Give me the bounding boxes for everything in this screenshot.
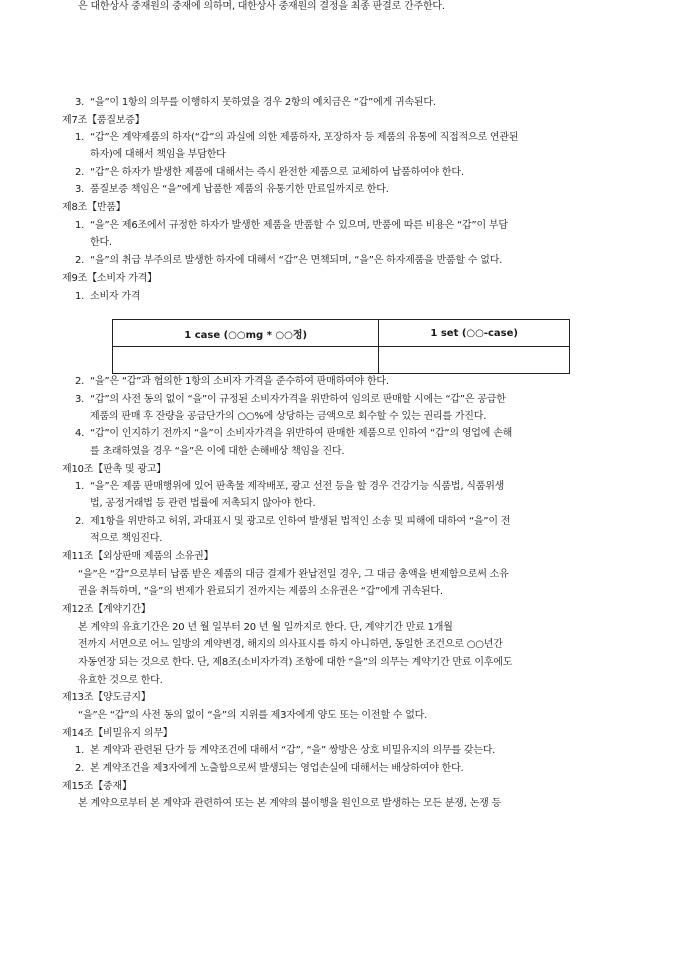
text-line: 은 대한상사 중재원의 중재에 의하며, 대한상사 중재원의 결정을 최종 판결로 간주한다. [78, 1, 445, 12]
text-line: 하자)에 대해서 책임을 부담한다 [90, 149, 226, 160]
list-item-number: 4. [75, 428, 85, 439]
price-table-cell-case [113, 347, 379, 374]
list-item-text: “을”이 1항의 의무를 이행하지 못하였을 경우 2항의 예치금은 “갑”에게 귀속된다. [90, 97, 436, 108]
list-item-number: 1. [75, 132, 85, 143]
section-heading: 제9조【소비자 가격】 [62, 273, 157, 284]
section-heading: 제12조【계약기간】 [62, 604, 151, 615]
text-line: 전까지 서면으로 어느 일방의 계약변경, 해지의 의사표시를 하지 아니하면, 동일한 조건으로 ○○년간 [78, 639, 503, 650]
text-line: 법, 공정거래법 등 관련 법률에 저촉되지 않아야 한다. [90, 498, 316, 509]
section-heading: 제14조【비밀유지 의무】 [62, 728, 173, 739]
list-item-text: 제1항을 위반하고 허위, 과대표시 및 광고로 인하여 발생된 법적인 소송 및 피해에 대하여 “을”이 전 [90, 516, 511, 527]
list-item-number: 2. [75, 763, 85, 774]
list-item-number: 3. [75, 184, 85, 195]
section-heading: 제15조【중재】 [62, 781, 132, 792]
list-item-number: 3. [75, 97, 85, 108]
list-item-text: 본 계약조건을 제3자에게 노출함으로써 발생되는 영업손실에 대해서는 배상하여야 한다. [90, 763, 464, 774]
text-line: 본 계약의 유효기간은 20 년 월 일부터 20 년 월 일까지로 한다. 단, 계약기간 만료 1개월 [78, 622, 453, 633]
list-item-number: 2. [75, 516, 85, 527]
list-item-number: 2. [75, 167, 85, 178]
consumer-price-table [112, 319, 570, 374]
text-line: 제품의 판매 후 잔량을 공급단가의 ○○%에 상당하는 금액으로 회수할 수 있는 권리를 가진다. [90, 411, 487, 422]
text-line: 자동연장 되는 것으로 한다. 단, 제8조(소비자가격) 조항에 대한 “을”의 의무는 계약기간 만료 이후에도 [78, 657, 513, 668]
list-item-text: “갑”의 사전 동의 없이 “을”이 규정된 소비자가격을 위반하여 임의로 판매할 시에는 “갑”은 공급한 [90, 394, 506, 405]
list-item-number: 1. [75, 745, 85, 756]
list-item-number: 1. [75, 291, 85, 302]
list-item-text: 품질보증 책임은 “을”에게 납품한 제품의 유통기한 만료일까지로 한다. [90, 184, 389, 195]
list-item-text: “갑”은 계약제품의 하자(“갑”의 과실에 의한 제품하자, 포장하자 등 제품의 유통에 직접적으로 연관된 [90, 132, 519, 143]
list-item-text: “을”은 제6조에서 규정한 하자가 발생한 제품을 반품할 수 있으며, 반품에 따른 비용은 “갑”이 부담 [90, 220, 508, 231]
list-item-text: “을”은 제품 판매행위에 있어 판촉물 제작배포, 광고 선전 등을 할 경우 건강기능 식품법, 식품위생 [90, 481, 505, 492]
list-item-text: 소비자 가격 [90, 291, 141, 302]
list-item-text: “을”은 “갑”과 협의한 1항의 소비자 가격을 준수하여 판매하여야 한다. [90, 376, 389, 387]
section-heading: 제8조【반품】 [62, 202, 126, 213]
price-table-header-set: 1 set (○○-case) [379, 320, 570, 347]
text-line: 를 초래하였을 경우 “을”은 이에 대한 손해배상 책임을 진다. [90, 446, 345, 457]
text-line: 본 계약으로부터 본 계약과 관련하여 또는 본 계약의 불이행을 원인으로 발생하는 모든 분쟁, 논쟁 등 [78, 798, 502, 809]
section-heading: 제13조【양도금지】 [62, 692, 151, 703]
price-table-cell-set [379, 347, 570, 374]
list-item-number: 1. [75, 481, 85, 492]
list-item-text: “갑”은 하자가 발생한 제품에 대해서는 즉시 완전한 제품으로 교체하여 납품하여야 한다. [90, 167, 464, 178]
list-item-text: “을”의 취급 부주의로 발생한 하자에 대해서 “갑”은 면책되며, “을”은 하자제품을 반품할 수 없다. [90, 255, 503, 266]
text-line: 권을 취득하며, “을”의 변제가 완료되기 전까지는 제품의 소유권은 “갑”에게 귀속된다. [78, 586, 443, 597]
text-line: “을”은 “갑”의 사전 동의 없이 “을”의 지위를 제3자에게 양도 또는 이전할 수 없다. [78, 710, 428, 721]
text-line: “을”은 “갑”으로부터 납품 받은 제품의 대금 결제가 완납전일 경우, 그 대금 총액을 변제함으로써 소유 [78, 569, 509, 580]
list-item-number: 1. [75, 220, 85, 231]
list-item-number: 2. [75, 255, 85, 266]
text-line: 적으로 책임진다. [90, 533, 163, 544]
price-table-header-case: 1 case (○○mg * ○○정) [113, 320, 379, 347]
list-item-number: 3. [75, 394, 85, 405]
list-item-text: “갑”이 인지하기 전까지 “을”이 소비자가격을 위반하여 판매한 제품으로 인하여 “갑”의 영업에 손해 [90, 428, 513, 439]
list-item-text: 본 계약과 관련된 단가 등 계약조건에 대해서 “갑”, “을” 쌍방은 상호 비밀유지의 의무를 갖는다. [90, 745, 496, 756]
list-item-number: 2. [75, 376, 85, 387]
section-heading: 제7조【품질보증】 [62, 115, 145, 126]
section-heading: 제11조【외상판매 제품의 소유권】 [62, 551, 214, 562]
text-line: 유효한 것으로 한다. [78, 675, 163, 686]
text-line: 한다. [90, 237, 112, 248]
section-heading: 제10조【판촉 및 광고】 [62, 464, 167, 475]
